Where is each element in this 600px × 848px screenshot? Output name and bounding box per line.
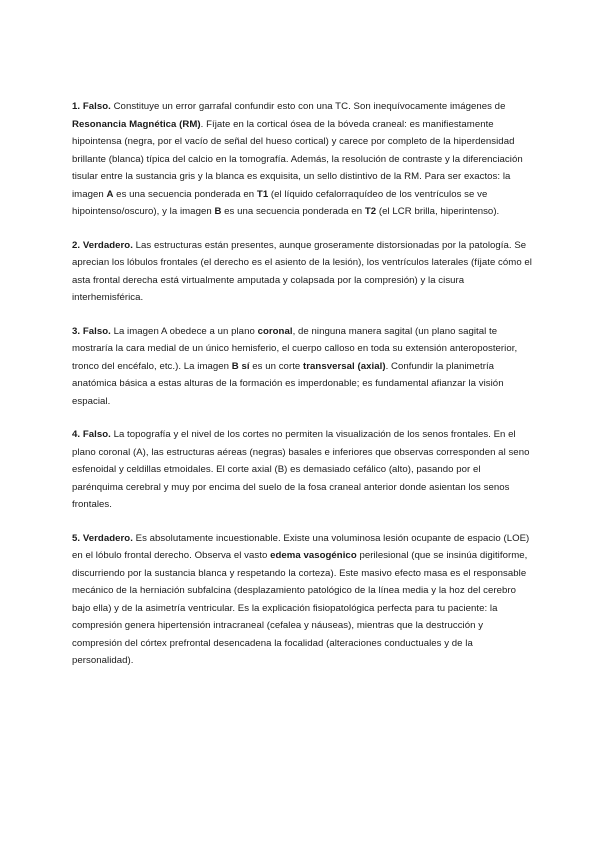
body-text: Constituye un error garrafal confundir esto con una TC. Son inequívocamente imágenes de [110,101,506,112]
body-text: es un corte [249,360,304,372]
answer-paragraph [72,237,532,307]
emphasis-text: Resonancia Magnética (RM) [72,118,201,130]
answer-verdict: Verdadero. [82,532,133,544]
body-text: es una secuencia ponderada en [113,188,257,200]
answer-number: 5. [72,532,81,544]
answer-paragraph [72,426,532,514]
body-text: . Fíjate en la cortical ósea de la bóveda craneal: es manifiestamente hipointensa (negra, por el vacío de señal del hueso cortical) y carece por completo de la hiperdensidad brillante (blanca) típica del calcio en la tomografía. Además, la resolución de contraste y la diferenciación tisular entre la sustancia gris y la blanca es exquisita, un sello distintivo de la RM. Para ser exactos: la imagen [72,118,523,200]
answer-paragraph [72,530,532,670]
document-page [72,98,532,686]
emphasis-text: edema vasogénico [270,550,357,561]
body-text: . Confundir la planimetría anatómica básica a estas alturas de la formación es imperdonable; es fundamental afianzar la visión espacial. [72,360,504,407]
emphasis-text: T2 [364,206,377,217]
body-text: La topografía y el nivel de los cortes no permiten la visualización de los senos frontales. En el plano coronal (A), las estructuras aéreas (negras) basales e inferiores que observas corresponden al seno esfenoidal y celdillas etmoidales. El corte axial (B) es demasiado cefálico (alto), pasando por el parénquima cerebral y muy por encima del suelo de la fosa craneal anterior donde asientan los senos frontales. [72,429,530,510]
answer-verdict: Falso. [82,101,111,112]
body-text: es una secuencia ponderada en [221,206,365,217]
emphasis-text: A [106,188,114,200]
answer-number: 4. [72,429,81,440]
answer-paragraph [72,323,532,411]
body-text: (el líquido cefalorraquídeo de los ventrículos se ve hipointenso/oscuro), y la imagen [72,188,488,217]
emphasis-text: B sí [231,360,250,372]
body-text: (el LCR brilla, hiperintenso). [376,206,500,217]
answer-verdict: Verdadero. [82,239,133,251]
emphasis-text: transversal (axial) [303,360,386,372]
answer-verdict: Falso. [82,429,111,440]
answer-number: 3. [72,325,81,337]
answer-paragraph [72,98,532,221]
answer-number: 1. [72,101,81,112]
emphasis-text: coronal [257,325,293,337]
body-text: perilesional (que se insinúa digitiforme, discurriendo por la sustancia blanca y respetando la corteza). Este masivo efecto masa es el responsable mecánico de la herniación subfalcina (desplazamiento patológico de la línea media y la hoz del cerebro bajo ella) y de la asimetría ventricular. Es la explicación fisiopatológica perfecta para tu paciente: la compresión genera hipertensión intracraneal (cefalea y náuseas), mientras que la destrucción y compresión del córtex prefrontal desencadena la focalidad (alteraciones conductuales y de la personalidad). [72,550,528,666]
body-text: La imagen A obedece a un plano [110,325,258,337]
emphasis-text: T1 [256,188,269,200]
body-text: Es absolutamente incuestionable. Existe una voluminosa lesión ocupante de espacio (LOE) en el lóbulo frontal derecho. Observa el vasto [72,532,530,561]
emphasis-text: B [214,206,222,217]
answer-number: 2. [72,239,81,251]
body-text: , de ninguna manera sagital (un plano sagital te mostraría la cara medial de un único hemisferio, el cuerpo calloso en toda su extensión anteroposterior, tronco del encéfalo, etc.). La imagen [72,325,518,372]
answer-verdict: Falso. [82,325,111,337]
body-text: Las estructuras están presentes, aunque groseramente distorsionadas por la patología. Se aprecian los lóbulos frontales (el derecho es el asiento de la lesión), los ventrículos laterales (fíjate cómo el asta frontal derecha está virtualmente amputada y colapsada por la compresión) y la cisura interhemisférica. [72,239,532,303]
